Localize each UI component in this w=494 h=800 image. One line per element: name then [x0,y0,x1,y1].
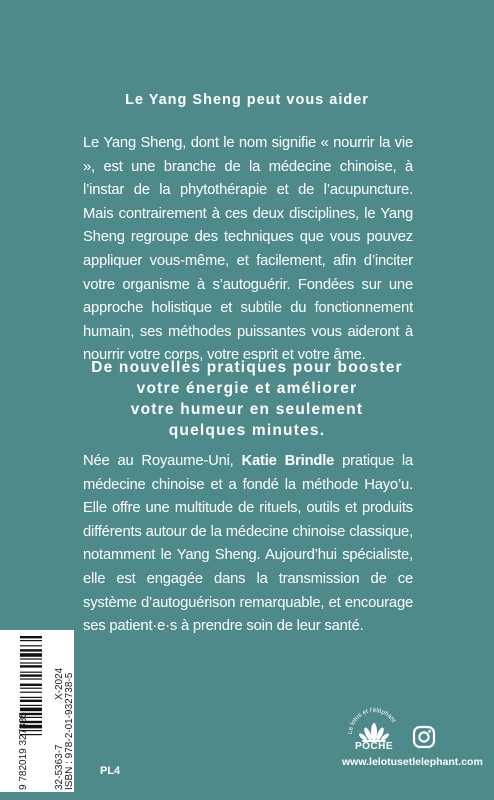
date-code: X-2024 [54,667,65,700]
barcode-bar [20,684,42,686]
code-line: 32-5363-7 [54,744,65,790]
barcode-bar [20,700,42,702]
barcode-bar [20,705,42,706]
isbn-line: ISBN : 978-2-01-932738-5 [64,672,75,790]
barcode-bar [20,692,42,693]
pull-quote-line-4: quelques minutes. [168,422,326,439]
pull-quote-line-3: votre humeur en seulement [130,401,364,418]
author-bio-text: pratique la médecine chinoise et a fondé la méthode Hayo’u. Elle offre une multitude de rituels, outils et produits différents autour de la médecine chinoise classique, notamment le Yang Sheng. Aujourd’hui spécialiste, elle est engagée dans la transmission de ce système d’autoguérison remarquable, et encourage ses patient·e·s à prendre soin de leur santé. [83,453,413,635]
ean-number: 9 782019 327385 [18,712,29,790]
barcode-panel [0,630,74,792]
instagram-icon[interactable] [412,725,436,749]
back-cover-heading: Le Yang Sheng peut vous aider [125,92,369,108]
barcode-bar [20,645,42,646]
author-intro-text: Née au Royaume-Uni, [83,453,242,469]
logo-arc-text: Le lotus et l’éléphant [346,706,398,735]
barcode-bar [20,674,42,676]
intro-paragraph: Le Yang Sheng, dont le nom signifie « nourrir la vie », est une branche de la médecine chinoise, à l’instar de la phytothérapie et de l’acupuncture. Mais contrairement à ces deux disciplines, le Yang Sheng regroupe des techniques que vous pouvez appliquer vous-même, et facilement, afin d’inciter votre organisme à s’autoguérir. Fondées sur une approche holistique et subtile du fonctionnement humain, ses méthodes puissantes vous aideront à nourrir votre corps, votre esprit et votre âme. [83,135,413,364]
pull-quote [0,357,494,441]
barcode-bar [20,665,42,667]
barcode-bar [20,649,42,651]
barcode-bar [20,678,42,679]
barcode-bar [20,688,42,689]
barcode-bar [20,653,42,657]
barcode-bar [20,640,42,641]
pull-quote-line-1: De nouvelles pratiques pour booster [91,359,403,376]
product-code: PL4 [100,765,121,777]
author-name: Katie Brindle [241,453,335,469]
website-link[interactable]: www.lelotusetlelephant.com [342,756,483,768]
barcode-bar [20,697,42,698]
author-paragraph [83,450,413,639]
imprint-label: POCHE [354,741,394,752]
barcode-bar [20,658,42,659]
pull-quote-line-2: votre énergie et améliorer [136,380,358,397]
barcode-bar [20,636,42,638]
barcode-bar [20,672,42,673]
barcode-bar [20,708,42,712]
barcode-bar [20,662,42,663]
